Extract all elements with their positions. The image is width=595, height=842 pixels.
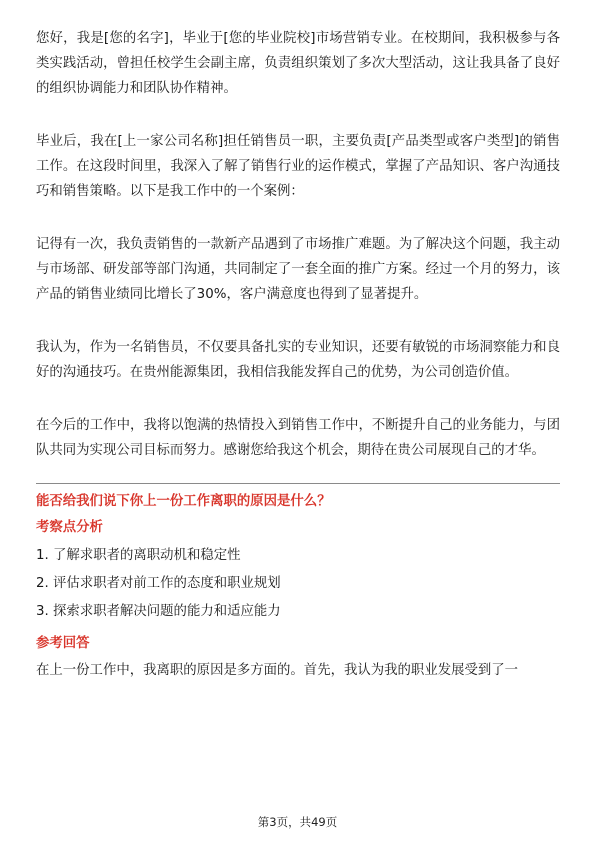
interview-question: 能否给我们说下你上一份工作离职的原因是什么？: [36, 494, 331, 509]
page-number: 第3页，共49页: [257, 815, 338, 829]
analysis-item: 3. 探索求职者解决问题的能力和适应能力: [36, 604, 281, 619]
intro-paragraph: 您好，我是[您的名字]，毕业于[您的毕业院校]市场营销专业。在校期间，我积极参与各类实践活动，曾担任校学生会副主席，负责组织策划了多次大型活动，这让我具备了良好的组织协调能力和团队协作精神。: [36, 31, 560, 96]
section-divider: [36, 483, 560, 484]
answer-heading: 参考回答: [36, 636, 90, 651]
document-page: [36, 26, 560, 683]
analysis-item: 2. 评估求职者对前工作的态度和职业规划: [36, 576, 281, 591]
opinion-paragraph: 我认为，作为一名销售员，不仅要具备扎实的专业知识，还要有敏锐的市场洞察能力和良好的沟通技巧。在贵州能源集团，我相信我能发挥自己的优势，为公司创造价值。: [36, 340, 560, 380]
experience-paragraph: 毕业后，我在[上一家公司名称]担任销售员一职，主要负责[产品类型或客户类型]的销售工作。在这段时间里，我深入了解了销售行业的运作模式，掌握了产品知识、客户沟通技巧和销售策略。以下是我工作中的一个案例：: [36, 134, 560, 199]
closing-paragraph: 在今后的工作中，我将以饱满的热情投入到销售工作中，不断提升自己的业务能力，与团队共同为实现公司目标而努力。感谢您给我这个机会，期待在贵公司展现自己的才华。: [36, 418, 560, 458]
answer-text: 在上一份工作中，我离职的原因是多方面的。首先，我认为我的职业发展受到了一: [36, 663, 519, 678]
case-paragraph: 记得有一次，我负责销售的一款新产品遇到了市场推广难题。为了解决这个问题，我主动与市场部、研发部等部门沟通，共同制定了一套全面的推广方案。经过一个月的努力，该产品的销售业绩同比增长了30%，客户满意度也得到了显著提升。: [36, 237, 560, 302]
analysis-item: 1. 了解求职者的离职动机和稳定性: [36, 548, 241, 563]
analysis-list: [36, 542, 560, 626]
analysis-heading: 考察点分析: [36, 520, 103, 535]
